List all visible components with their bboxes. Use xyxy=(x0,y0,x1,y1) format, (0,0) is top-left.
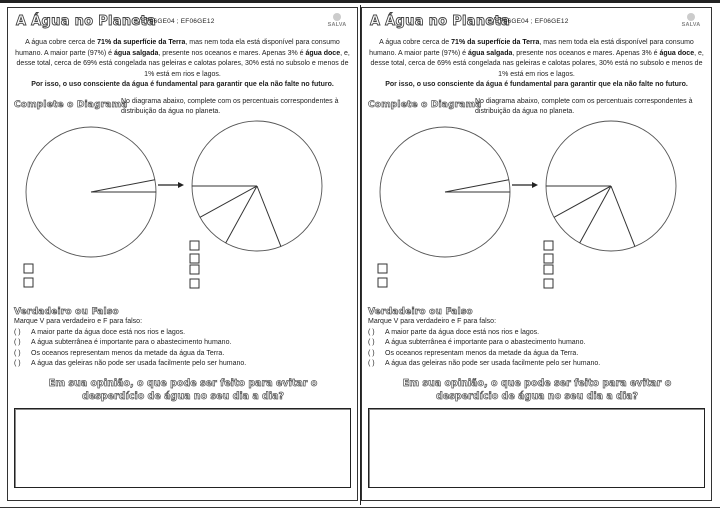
water-diagram xyxy=(8,8,359,308)
answer-parentheses[interactable]: ( ) xyxy=(368,329,375,336)
statement-text: A água das geleiras não pode ser usada facilmente pelo ser humano. xyxy=(31,359,247,367)
answer-boxes-fresh xyxy=(544,241,553,288)
logo-text: SALVA xyxy=(327,22,347,28)
statement-text: A maior parte da água doce está nos rios e lagos. xyxy=(385,329,540,336)
intro-highlight: água doce xyxy=(659,49,695,57)
percent-answer-box[interactable] xyxy=(190,265,199,274)
pie-slice-divider xyxy=(91,180,155,192)
intro-part: , presente nos oceanos e mares. Apenas 3% é xyxy=(512,49,660,57)
intro-part: , e, desse total, cerca de 69% está congelada nas geleiras e calotas polares, 30% está no subsolo e menos de 1% está em rios e lagos. xyxy=(370,49,704,78)
arrow-icon xyxy=(512,182,538,188)
water-diagram xyxy=(362,8,713,308)
statement-text: A maior parte da água doce está nos rios e lagos. xyxy=(31,329,186,336)
true-false-item[interactable] xyxy=(14,349,246,359)
answer-parentheses[interactable]: ( ) xyxy=(14,339,21,347)
answer-boxes-fresh xyxy=(190,241,199,288)
opinion-question: Em sua opinião, o que pode ser feito para evitar o desperdício de água no seu dia a dia? xyxy=(48,378,318,402)
true-false-title: Verdadeiro ou Falso xyxy=(14,307,119,317)
pie-chart-total-water xyxy=(380,127,510,257)
percent-answer-box[interactable] xyxy=(544,279,553,288)
percent-answer-box[interactable] xyxy=(544,254,553,263)
percent-answer-box[interactable] xyxy=(190,241,199,250)
diagram-section-title: Complete o Diagrama xyxy=(368,100,482,110)
answer-box[interactable] xyxy=(14,408,351,488)
bottom-rule xyxy=(0,507,720,508)
true-false-item[interactable] xyxy=(368,328,600,338)
percent-answer-box[interactable] xyxy=(190,279,199,288)
intro-highlight: água salgada xyxy=(114,49,159,57)
intro-highlight: 71% da superfície da Terra xyxy=(97,39,186,46)
percent-answer-box[interactable] xyxy=(544,241,553,250)
intro-part: , mas nem toda ela está disponível para consumo humano. A maior parte (97%) é xyxy=(15,39,340,57)
answer-boxes-total xyxy=(24,264,33,287)
answer-boxes-total xyxy=(378,264,387,287)
true-false-item[interactable] xyxy=(368,359,600,369)
true-false-item[interactable] xyxy=(14,359,246,369)
worksheet-left xyxy=(7,7,358,501)
answer-parentheses[interactable]: ( ) xyxy=(368,349,375,357)
intro-highlight: água salgada xyxy=(468,49,513,57)
pie-slice-divider xyxy=(611,186,635,246)
intro-conclusion: Por isso, o uso consciente da água é fundamental para garantir que ela não falte no futuro. xyxy=(385,81,688,88)
intro-conclusion: Por isso, o uso consciente da água é fundamental para garantir que ela não falte no futuro. xyxy=(31,81,334,88)
intro-part: , presente nos oceanos e mares. Apenas 3% é xyxy=(158,49,306,57)
answer-parentheses[interactable]: ( ) xyxy=(14,359,21,367)
top-rule xyxy=(0,0,720,3)
worksheet-title: A Água no Planeta xyxy=(16,14,157,29)
intro-part: , mas nem toda ela está disponível para consumo humano. A maior parte (97%) é xyxy=(369,39,694,57)
percent-answer-box[interactable] xyxy=(378,264,387,273)
statement-text: A água subterrânea é importante para o abastecimento humano. xyxy=(31,339,232,347)
arrow-icon xyxy=(158,182,184,188)
true-false-item[interactable] xyxy=(368,338,600,348)
answer-box[interactable] xyxy=(368,408,705,488)
intro-highlight: 71% da superfície da Terra xyxy=(451,39,540,46)
statement-text: Os oceanos representam menos da metade da água da Terra. xyxy=(31,349,225,357)
worksheet-right xyxy=(361,7,712,501)
intro-part: , e, desse total, cerca de 69% está congelada nas geleiras e calotas polares, 30% está no subsolo e menos de 1% está em rios e lagos. xyxy=(16,49,350,78)
percent-answer-box[interactable] xyxy=(190,254,199,263)
answer-parentheses[interactable]: ( ) xyxy=(368,359,375,367)
percent-answer-box[interactable] xyxy=(24,278,33,287)
diagram-instruction: No diagrama abaixo, complete com os percentuais correspondentes à distribuição da água no planeta. xyxy=(121,98,339,115)
diagram-section-title: Complete o Diagrama xyxy=(14,100,128,110)
answer-parentheses[interactable]: ( ) xyxy=(368,339,375,347)
curriculum-codes: EF06GE04 ; EF06GE12 xyxy=(141,18,215,25)
statement-text: Os oceanos representam menos da metade da água da Terra. xyxy=(385,349,579,357)
opinion-question: Em sua opinião, o que pode ser feito para evitar o desperdício de água no seu dia a dia? xyxy=(402,378,672,402)
true-false-instruction: Marque V para verdadeiro e F para falso: xyxy=(14,318,143,325)
curriculum-codes: EF06GE04 ; EF06GE12 xyxy=(495,18,569,25)
worksheet-title: A Água no Planeta xyxy=(370,14,511,29)
answer-parentheses[interactable]: ( ) xyxy=(14,349,21,357)
logo-text: SALVA xyxy=(681,22,701,28)
intro-part: A água cobre cerca de xyxy=(379,39,452,46)
pie-slice-divider xyxy=(257,186,281,246)
percent-answer-box[interactable] xyxy=(24,264,33,273)
pie-slice-divider xyxy=(445,180,509,192)
intro-part: A água cobre cerca de xyxy=(25,39,98,46)
pie-chart-fresh-water xyxy=(192,121,322,251)
pie-chart-fresh-water xyxy=(546,121,676,251)
true-false-list xyxy=(14,328,246,369)
pie-chart-total-water xyxy=(26,127,156,257)
true-false-item[interactable] xyxy=(14,338,246,348)
true-false-instruction: Marque V para verdadeiro e F para falso: xyxy=(368,318,497,325)
statement-text: A água subterrânea é importante para o abastecimento humano. xyxy=(385,339,586,347)
true-false-title: Verdadeiro ou Falso xyxy=(368,307,473,317)
true-false-item[interactable] xyxy=(14,328,246,338)
answer-parentheses[interactable]: ( ) xyxy=(14,329,21,336)
true-false-list xyxy=(368,328,600,369)
percent-answer-box[interactable] xyxy=(378,278,387,287)
percent-answer-box[interactable] xyxy=(544,265,553,274)
true-false-item[interactable] xyxy=(368,349,600,359)
intro-highlight: água doce xyxy=(305,49,341,57)
diagram-instruction: No diagrama abaixo, complete com os percentuais correspondentes à distribuição da água no planeta. xyxy=(475,98,693,115)
statement-text: A água das geleiras não pode ser usada facilmente pelo ser humano. xyxy=(385,359,601,367)
